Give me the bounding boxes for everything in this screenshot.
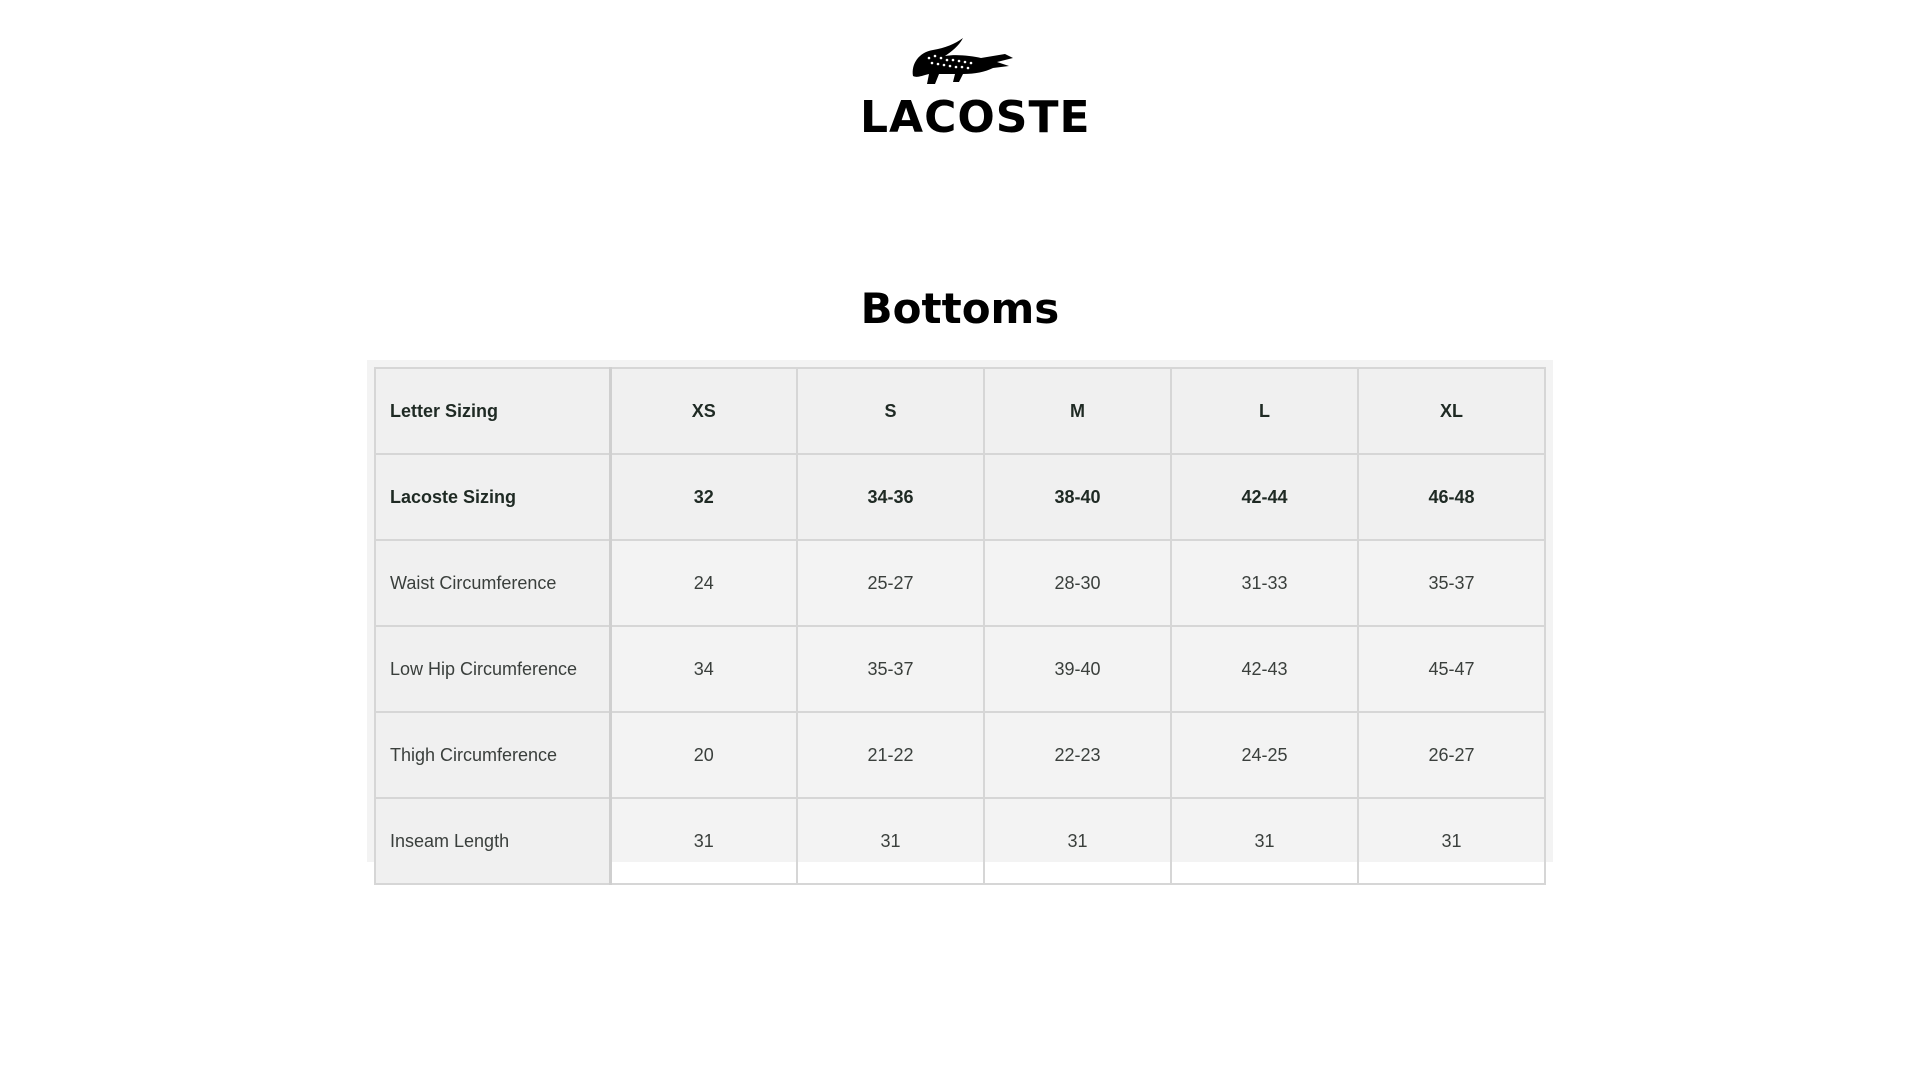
table-cell: 31 (1171, 798, 1358, 884)
row-label: Low Hip Circumference (375, 626, 610, 712)
table-header-row (375, 454, 1545, 540)
table-cell: 34 (610, 626, 797, 712)
table-row (375, 712, 1545, 798)
table-cell: 24 (610, 540, 797, 626)
table-cell: 42-43 (1171, 626, 1358, 712)
row-label: Thigh Circumference (375, 712, 610, 798)
table-cell: 24-25 (1171, 712, 1358, 798)
table-cell: 22-23 (984, 712, 1171, 798)
table-cell: 34-36 (797, 454, 984, 540)
crocodile-icon (905, 36, 1015, 94)
table-cell: 31-33 (1171, 540, 1358, 626)
table-cell: 25-27 (797, 540, 984, 626)
table-cell: 28-30 (984, 540, 1171, 626)
table-cell: XS (610, 368, 797, 454)
table-cell: 31 (797, 798, 984, 884)
table-cell: 31 (984, 798, 1171, 884)
table-cell: 35-37 (797, 626, 984, 712)
table-cell: 21-22 (797, 712, 984, 798)
table-cell: 31 (1358, 798, 1545, 884)
table-row (375, 540, 1545, 626)
table-cell: 31 (610, 798, 797, 884)
table-cell: 35-37 (1358, 540, 1545, 626)
row-label: Letter Sizing (375, 368, 610, 454)
table-cell: M (984, 368, 1171, 454)
table-cell: 42-44 (1171, 454, 1358, 540)
row-label: Inseam Length (375, 798, 610, 884)
size-chart (367, 360, 1553, 862)
table-cell: 38-40 (984, 454, 1171, 540)
table-cell: 26-27 (1358, 712, 1545, 798)
brand-name: LACOSTE (860, 92, 1091, 143)
table-cell: 45-47 (1358, 626, 1545, 712)
table-row (375, 798, 1545, 884)
table-cell: XL (1358, 368, 1545, 454)
row-label: Lacoste Sizing (375, 454, 610, 540)
table-cell: 39-40 (984, 626, 1171, 712)
table-cell: L (1171, 368, 1358, 454)
table-row (375, 626, 1545, 712)
table-cell: 32 (610, 454, 797, 540)
table-cell: S (797, 368, 984, 454)
table-cell: 20 (610, 712, 797, 798)
row-label: Waist Circumference (375, 540, 610, 626)
lacoste-logo (860, 36, 1091, 143)
table-cell: 46-48 (1358, 454, 1545, 540)
size-table (374, 367, 1546, 885)
table-header-row (375, 368, 1545, 454)
page-title: Bottoms (860, 284, 1060, 333)
